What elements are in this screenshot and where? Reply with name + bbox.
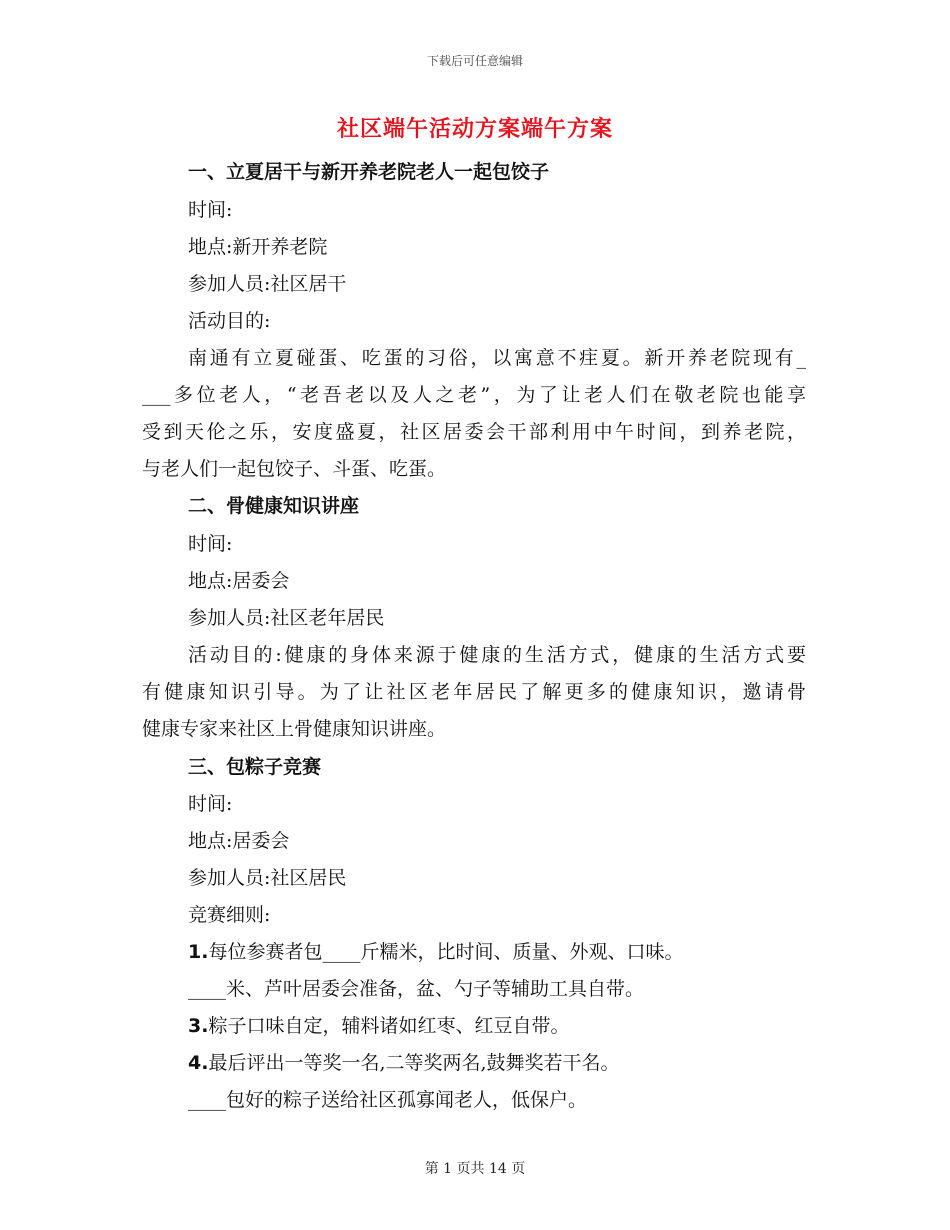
section-2-para-line: 活动目的:健康的身体来源于健康的生活方式，健康的生活方式要: [188, 644, 806, 666]
rule-item: [188, 974, 644, 1001]
section-3-place: 地点:居委会: [188, 830, 290, 852]
section-3-time: 时间:: [188, 793, 233, 815]
section-1-time: 时间:: [188, 199, 233, 221]
section-2-para-line: 有健康知识引导。为了让社区老年居民了解更多的健康知识，邀请骨: [142, 681, 806, 703]
section-1-heading: 一、立夏居干与新开养老院老人一起包饺子: [188, 161, 550, 183]
rule-item: [188, 1048, 620, 1075]
section-2-time: 时间:: [188, 533, 233, 555]
rule-item: [188, 1011, 569, 1038]
section-3-heading: 三、包粽子竞赛: [188, 756, 322, 778]
section-2-place: 地点:居委会: [188, 570, 290, 592]
section-1-people: 参加人员:社区居干: [188, 273, 347, 295]
section-3-people: 参加人员:社区居民: [188, 867, 347, 889]
section-1-purpose: 活动目的:: [188, 310, 271, 332]
section-1-para-line: 南通有立夏碰蛋、吃蛋的习俗，以寓意不疰夏。新开养老院现有_: [188, 347, 806, 369]
document-title: 社区端午活动方案端午方案: [336, 117, 613, 142]
rule-text: 粽子口味自定，辅料诸如红枣、红豆自带。: [208, 1015, 570, 1037]
section-1-para-line: 与老人们一起包饺子、斗蛋、吃蛋。: [142, 458, 447, 480]
rule-item: [188, 937, 683, 964]
rule-text: ____米、芦叶居委会准备，盆、勺子等辅助工具自带。: [188, 978, 645, 1000]
rule-number: 4.: [188, 1052, 209, 1074]
section-2-heading: 二、骨健康知识讲座: [188, 495, 360, 517]
page-footer: 第 1 页共 14 页: [424, 1161, 526, 1177]
rule-number: 1.: [188, 941, 209, 963]
rule-item: [188, 1085, 587, 1112]
rule-text: 每位参赛者包____斤糯米，比时间、质量、外观、口味。: [208, 941, 684, 963]
section-2-para-line: 健康专家来社区上骨健康知识讲座。: [142, 718, 447, 740]
section-1-place: 地点:新开养老院: [188, 236, 328, 258]
section-1-para-line: ___多位老人，“老吾老以及人之老”，为了让老人们在敬老院也能享: [142, 384, 806, 406]
page-header: 下载后可任意编辑: [426, 54, 523, 68]
rule-number: 3.: [188, 1015, 209, 1037]
rule-text: 最后评出一等奖一名,二等奖两名,鼓舞奖若干名。: [208, 1052, 620, 1074]
section-1-para-line: 受到天伦之乐，安度盛夏，社区居委会干部利用中午时间，到养老院，: [142, 421, 806, 443]
section-2-people: 参加人员:社区老年居民: [188, 607, 385, 629]
rule-text: ____包好的粽子送给社区孤寡闻老人，低保户。: [188, 1089, 588, 1111]
section-3-rules-label: 竞赛细则:: [188, 904, 271, 926]
